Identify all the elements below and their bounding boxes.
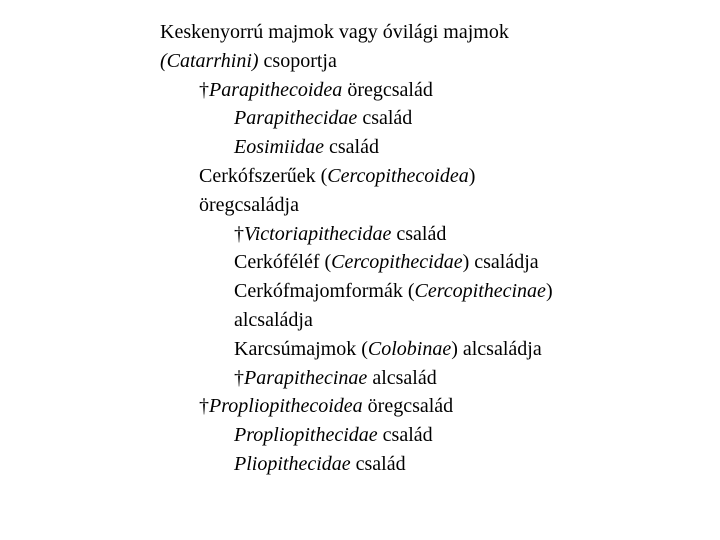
taxon-name: Cercopithecinae: [414, 280, 546, 303]
taxon-rank: öregcsaládja: [199, 193, 299, 216]
subfamily-colobinae: [160, 335, 700, 364]
family-eosimiidae: [160, 133, 700, 162]
superfamily-parapithecoidea: [160, 76, 700, 105]
subfamily-cercopithecinae: [160, 277, 700, 306]
taxon-name: Parapithecinae: [244, 366, 368, 389]
taxon-rank: ) alcsaládja: [451, 337, 542, 360]
taxon-name: Parapithecoidea: [209, 78, 343, 101]
paren-close: ): [468, 164, 476, 187]
superfamily-cercopithecoidea-rank: [160, 191, 700, 220]
taxon-name: Propliopithecoidea: [209, 395, 363, 418]
common-name: Cerkóféléf (: [234, 251, 332, 274]
superfamily-cercopithecoidea: [160, 162, 700, 191]
taxon-rank: család: [324, 136, 379, 159]
taxon-name: Colobinae: [367, 337, 452, 360]
taxon-name: Victoriapithecidae: [244, 222, 392, 245]
family-cercopithecidae: [160, 248, 700, 277]
extinct-dagger: †: [234, 366, 244, 389]
taxon-name: Cercopithecoidea: [327, 164, 469, 187]
title-line-2: [160, 47, 700, 76]
family-pliopithecidae: [160, 450, 700, 479]
taxon-rank: család: [377, 424, 433, 447]
extinct-dagger: †: [199, 395, 209, 418]
family-propliopithecidae: [160, 421, 700, 450]
taxon-rank: család: [357, 107, 413, 130]
taxon-name: Eosimiidae: [234, 136, 324, 159]
superfamily-propliopithecoidea: [160, 392, 700, 421]
taxon-name: Propliopithecidae: [234, 424, 378, 447]
title-line: [160, 18, 700, 47]
taxon-name: Pliopithecidae: [234, 452, 351, 475]
subfamily-parapithecinae: [160, 364, 700, 393]
common-name: Cerkófmajomformák (: [234, 280, 415, 303]
taxon-rank: család: [350, 452, 406, 475]
taxon-name: Parapithecidae: [234, 107, 358, 130]
taxon-rank: család: [391, 222, 447, 245]
title-text: Keskenyorrú majmok vagy óvilági majmok: [160, 21, 509, 43]
taxon-rank: öregcsalád: [342, 78, 433, 101]
common-name: Cerkófszerűek (: [199, 164, 328, 187]
subfamily-cercopithecinae-rank: [160, 306, 700, 335]
group-latin-name: (Catarrhini): [160, 49, 259, 72]
family-parapithecidae: [160, 104, 700, 133]
extinct-dagger: †: [234, 222, 244, 245]
taxon-rank: ) családja: [462, 251, 539, 274]
group-rank: csoportja: [258, 49, 337, 72]
taxonomy-list: [160, 18, 700, 479]
taxon-rank: öregcsalád: [362, 395, 454, 418]
taxon-rank: alcsaládja: [234, 308, 313, 331]
common-name: Karcsúmajmok (: [234, 337, 368, 360]
extinct-dagger: †: [199, 78, 209, 101]
taxon-rank: alcsalád: [367, 366, 437, 389]
paren-close: ): [545, 280, 553, 303]
family-victoriapithecidae: [160, 220, 700, 249]
taxon-name: Cercopithecidae: [331, 251, 463, 274]
